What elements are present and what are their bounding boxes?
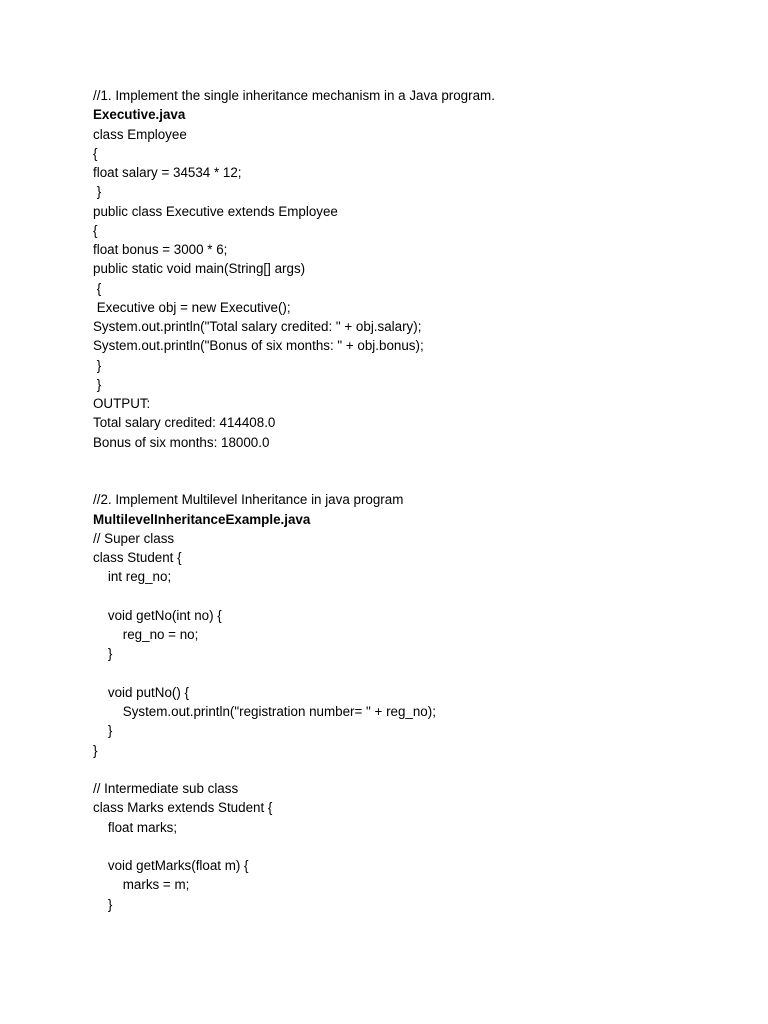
code-line: //2. Implement Multilevel Inheritance in java program	[93, 492, 404, 508]
code-line: class Student {	[93, 550, 182, 565]
code-line: {	[93, 280, 102, 296]
code-line: //1. Implement the single inheritance mechanism in a Java program.	[93, 88, 495, 103]
code-line: class Marks extends Student {	[93, 800, 273, 816]
code-line: Executive obj = new Executive();	[93, 299, 291, 315]
code-line: }	[93, 184, 102, 200]
code-line: }	[93, 723, 113, 739]
code-line: }	[93, 646, 113, 662]
code-line: }	[93, 376, 102, 392]
blank-line	[93, 587, 733, 606]
blank-line	[93, 471, 733, 490]
blank-line	[93, 760, 733, 779]
code-line: {	[93, 222, 98, 238]
code-line: void putNo() {	[93, 684, 190, 700]
file-name-heading: MultilevelInheritanceExample.java	[93, 511, 311, 527]
blank-line	[93, 452, 733, 471]
code-line: reg_no = no;	[93, 627, 199, 642]
code-line: System.out.println("Total salary credited: " + obj.salary);	[93, 319, 422, 334]
blank-line	[93, 837, 733, 856]
code-line: {	[93, 145, 98, 161]
code-line: }	[93, 357, 102, 373]
code-line: void getMarks(float m) {	[93, 858, 249, 873]
code-line: System.out.println("Bonus of six months: " + obj.bonus);	[93, 338, 424, 354]
code-line: Total salary credited: 414408.0	[93, 415, 276, 431]
file-name-heading: Executive.java	[93, 107, 186, 123]
code-line: float salary = 34534 * 12;	[93, 165, 242, 180]
code-line: // Intermediate sub class	[93, 781, 239, 796]
document-body	[93, 86, 733, 914]
blank-line	[93, 664, 733, 683]
code-line: public class Executive extends Employee	[93, 203, 338, 219]
code-line: float marks;	[93, 819, 178, 835]
code-line: class Employee	[93, 126, 187, 142]
code-line: public static void main(String[] args)	[93, 261, 306, 277]
code-line: int reg_no;	[93, 569, 172, 585]
code-line: void getNo(int no) {	[93, 607, 222, 623]
code-line: marks = m;	[93, 877, 190, 893]
code-line: System.out.println("registration number= " + reg_no);	[93, 704, 436, 719]
code-line: // Super class	[93, 530, 175, 546]
code-line: Bonus of six months: 18000.0	[93, 434, 270, 450]
code-line: OUTPUT:	[93, 396, 151, 411]
code-line: float bonus = 3000 * 6;	[93, 242, 228, 257]
code-line: }	[93, 742, 98, 758]
code-line: }	[93, 896, 113, 912]
